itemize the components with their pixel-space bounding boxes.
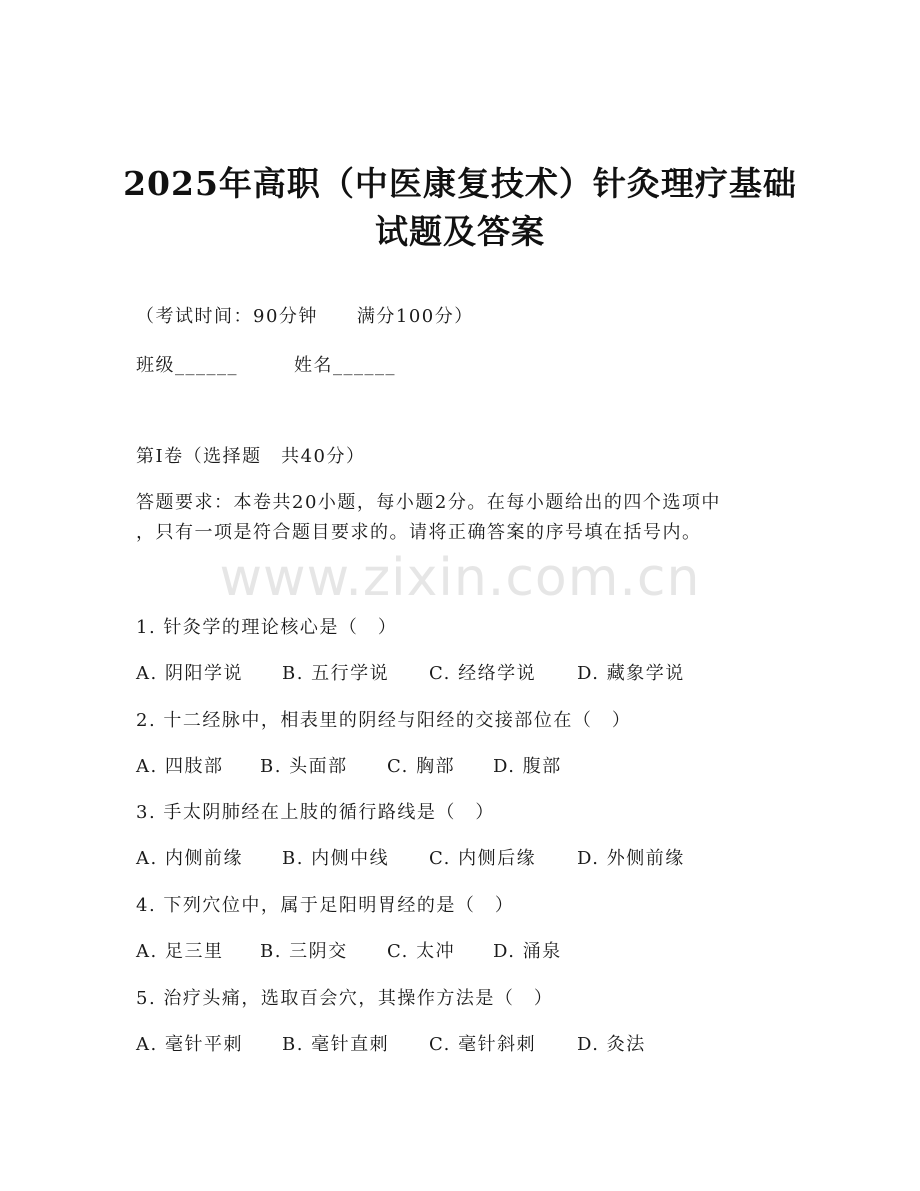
name-field-label: 姓名______ bbox=[294, 355, 396, 376]
section-heading: 第I卷（选择题 共40分） bbox=[136, 446, 366, 467]
option-c: C. 胸部 bbox=[387, 756, 456, 777]
option-c: C. 太冲 bbox=[387, 941, 456, 962]
instructions-line2: ，只有一项是符合题目要求的。请将正确答案的序号填在括号内。 bbox=[136, 522, 702, 543]
document-title-line1: 2025年高职（中医康复技术）针灸理疗基础 bbox=[123, 164, 797, 203]
option-c: C. 经络学说 bbox=[429, 663, 537, 684]
option-c: C. 毫针斜刺 bbox=[429, 1034, 537, 1055]
option-b: B. 毫针直刺 bbox=[282, 1034, 390, 1055]
watermark: www.zixin.com.cn bbox=[219, 548, 701, 608]
document-title-line2: 试题及答案 bbox=[375, 212, 545, 251]
option-b: B. 头面部 bbox=[260, 756, 348, 777]
option-d: D. 外侧前缘 bbox=[577, 848, 685, 869]
option-b: B. 五行学说 bbox=[282, 663, 390, 684]
option-d: D. 腹部 bbox=[493, 756, 562, 777]
question-stem: 2. 十二经脉中，相表里的阴经与阳经的交接部位在（ ） bbox=[136, 710, 632, 731]
option-a: A. 内侧前缘 bbox=[136, 848, 243, 869]
option-b: B. 内侧中线 bbox=[282, 848, 390, 869]
question-stem: 3. 手太阴肺经在上肢的循行路线是（ ） bbox=[136, 802, 495, 823]
instructions-line1: 答题要求：本卷共20小题，每小题2分。在每小题给出的四个选项中 bbox=[136, 492, 721, 513]
option-a: A. 四肢部 bbox=[136, 756, 224, 777]
option-d: D. 涌泉 bbox=[493, 941, 562, 962]
option-a: A. 足三里 bbox=[136, 941, 224, 962]
question-stem: 4. 下列穴位中，属于足阳明胃经的是（ ） bbox=[136, 895, 515, 916]
option-d: D. 灸法 bbox=[577, 1034, 646, 1055]
exam-info: （考试时间：90分钟 满分100分） bbox=[136, 306, 474, 327]
option-a: A. 毫针平刺 bbox=[136, 1034, 243, 1055]
option-c: C. 内侧后缘 bbox=[429, 848, 537, 869]
question-stem: 1. 针灸学的理论核心是（ ） bbox=[136, 617, 398, 638]
option-b: B. 三阴交 bbox=[260, 941, 348, 962]
option-d: D. 藏象学说 bbox=[577, 663, 685, 684]
question-stem: 5. 治疗头痛，选取百会穴，其操作方法是（ ） bbox=[136, 988, 554, 1009]
class-field-label: 班级______ bbox=[136, 355, 238, 376]
option-a: A. 阴阳学说 bbox=[136, 663, 243, 684]
